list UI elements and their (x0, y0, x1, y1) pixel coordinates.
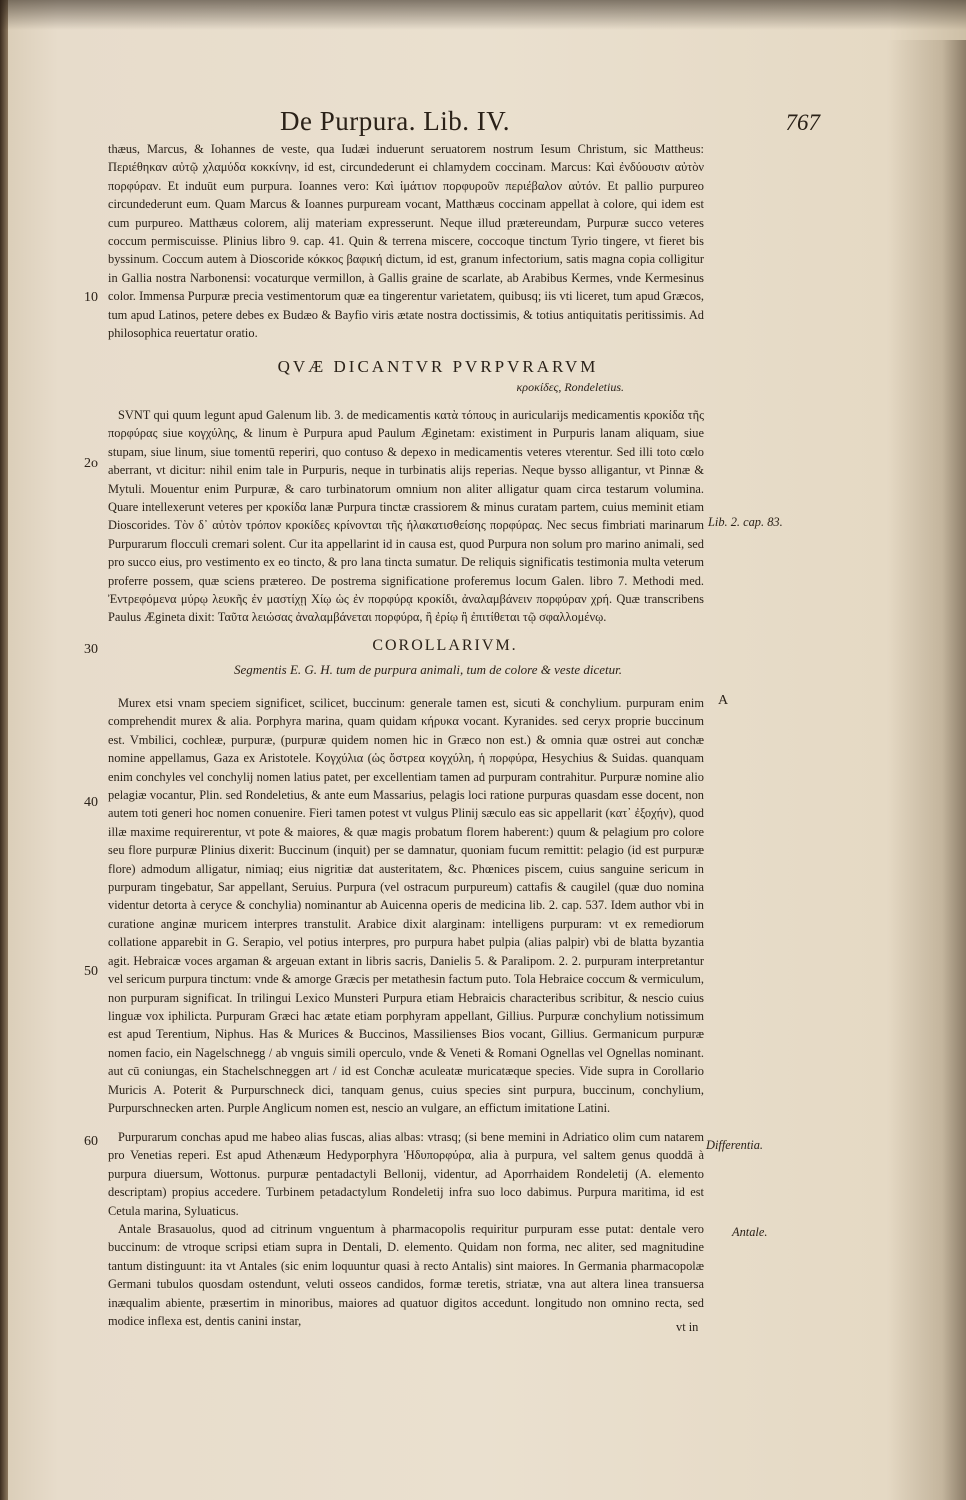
line-number: 40 (84, 795, 98, 810)
margin-note-reference: Lib. 2. cap. 83. (708, 515, 783, 529)
line-number: 2o (84, 456, 98, 471)
section-heading-1: QVÆ DICANTVR PVRPVRARVM (277, 357, 599, 376)
line-number: 30 (84, 642, 98, 657)
paragraph-3 (108, 694, 704, 1118)
page-right-edge-shadow (886, 40, 966, 1500)
margin-note-antale: Antale. (732, 1225, 768, 1239)
line-number: 60 (84, 1134, 98, 1149)
margin-note-differentia: Differentia. (706, 1138, 764, 1152)
page-top-shadow (0, 0, 966, 30)
running-head (280, 104, 820, 144)
paragraph-1-text: thæus, Marcus, & Iohannes de veste, qua Iudæi induerunt seruatorem nostrum Iesum Christum, sic Mattheus: Περιέθηκαν αὐτῷ χλαμύδα κοκκίνην, id est, circundederunt ei chlamydem coccinam. Marcus: Καὶ ἐνδύουσιν αὐτὸν πορφύραν. Et induūt eum purpura. Ioannes vero: Καὶ ἱμάτιον πορφυροῦν περιέβαλον αὐτόν. Et pallio purpureo circundederunt eum. Quam Marcus & Ioannes purpuream vocant, Matthæus coccinam appellat à colore, qui idem est cum purpureo. Matthæus colorem, alij materiam expresserunt. Neque illud prætereundam, Purpuræ succo veteres coccum permiscuisse. Plinius libro 9. cap. 41. Quin & terrena miscere, coccoque tinctum Tyrio tingere, vt fieret bis byssinum. Coccum autem à Dioscoride κόκκος βαφική dictum, id est, granum infectorium, satis magna copia colligitur in Gallia nostra Narbonensi: vocaturque vermillon, à Gallis graine de scarlate, ab Arabibus Kermes, vnde Kermesinus color. Immensa Purpuræ precia vestimentorum quæ ea tingerentur varietatem, quibusq; iis vti liceret, tum apud Græcos, tum apud Latinos, petere debes ex Budæo & Bayfio viris ætate nostra doctissimis, & totius antiquitatis peritissimis. Ad philosophica reuertatur oratio. (108, 142, 704, 341)
section-heading-2: COROLLARIVM. (372, 637, 518, 654)
paragraph-2 (108, 406, 704, 630)
line-number: 50 (84, 964, 98, 979)
section-subheading-2: Segmentis E. G. H. tum de purpura animali, tum de colore & veste dicetur. (233, 662, 622, 677)
line-number: 10 (84, 290, 98, 305)
paragraph-3-text: Murex etsi vnam speciem significet, scilicet, buccinum: generale tamen est, sicuti & conchylium. purpuram enim comprehendit murex & alia. Porphyra marina, quam quidam κήρυκα vocant. Kyranides. sed ceryx proprie buccinum est. Vmbilici, cochleæ, purpuræ, (purpuræ quidem nomen hic in Græco non est.) & omnia quæ ostrei aut conchæ nomine appellamus, Gaza ex Aristotele. Κογχύλια (ὡς ὄστρεα κογχύλη, ἡ πορφύρα, Hesychius & Suidas. quanquam enim conchyles vel conchylij nomen latius patet, per excellentiam tamen ad purpuram contrahitur. Purpuræ nomine alio pelagiæ vocantur, Plin. sed Rondeletius, & ante eum Massarius, pelagis loci ratione purpuras quasdam esse docent, non autem toti generi hoc nomen conuenire. Fieri tamen potest vt vulgus Plinij sæculo eas sic appellarit (κατ᾽ ἐξοχήν), quod illæ maxime requirerentur, vt pote & maiores, & quæ magis probatum florem haberent:) quum & pelagium pro colore seu flore purpuræ Plinius dixerit: Buccinum (inquit) per se damnatur, quoniam fucum remittit: pelagio (id est purpuræ flore) admodum alligatur, nimiaq; eius nigritiæ dat austeritatem, &c. Phœnices piscem, cuius sanguine sericum in purpuram tingebatur, Sar appellant, Seruius. Purpura (vel ostracum purpureum) cattafis & caugilel (quæ duo nomina videntur detorta à ceryce & conchylia) nominantur ab Auicenna operis de medicina lib. 2. cap. 537. Idem author vbi in curatione anginæ muricem interpres transtulit. Arabice dixit alarginam: intelligens purpuram: vt ex remediorum collatione apparebit in G. Serapio, vel potius interpres, pro purpura habet pulpia (alias palpir) vbi de blatta byzantia agit. Hebraicæ voces argaman & argeuan extant in libris sacris, Danielis 5. & Paralipom. 2. 2. purpuram interpretantur vel sericum purpura tinctum: vnde & amorge Græcis per metathesin factum puto. Tola Hebraice coccum & vermiculum, non purpuram significat. In trilingui Lexico Munsteri Purpura etiam Hebraicis characteribus scribitur, & nescio cuius linguæ vox iphilicta. Purpuram Græci hac ætate etiam porphyram appellant, Gillius. Purpuræ conchylium notissimum est apud Terentium, Niphus. Has & Murices & Buccinos, Massilienses Bios vocant, Gillius. Germanicum purpuræ nomen facio, ein Nagelschnegg / ab vnguis simili operculo, vnde & Veneti & Romani Ognellas vel Ognellas nominant. aut cū coniungas, ein Stachelschneggen art / id est Conchæ aculeatæ muricatæque species. Vide supra in Corollario Muricis A. Poterit & Purpurschneck dici, tanquam genus, cuius species sint purpura, buccinum, conchylium, Purpurschnecken arten. Purple Anglicum nomen est, nescio an vulgare, an effictum imitatione Latini. (108, 696, 704, 1115)
margin-note-letter: A (718, 693, 729, 708)
paragraph-4-text: Purpurarum conchas apud me habeo alias fuscas, alias albas: vtrasq; (si bene memini in Adriatico olim cum natarem pro Venetias reperi. Est apud Athenæum Hedyporphyra Ἡδυπορφύρα, alia à purpura, vel saltem genus quoddā à purpura diuersum, Wottonus. purpuræ pentadactyli Bellonij, videntur, ad Aporrhaidem Rondeletij (A. elemento descriptam) propius accedere. Turbinem petadactylum Rondeletij infra suo loco dabimus. Purpura maritima, id est Cetula marina, Syluaticus. (108, 1130, 704, 1218)
paragraph-1 (108, 140, 704, 370)
catchword: vt in (676, 1320, 699, 1334)
paragraph-2-text: SVNT qui quum legunt apud Galenum lib. 3. de medicamentis κατὰ τόπους in auricularijs medicamentis κροκίδα τῆς πορφύρας siue κογχύλης, & linum è Purpura apud Paulum Æginetam: existiment in Purpuris lanam aliquam, siue stupam, siue linum, siue tomentū reperiri, quo contuso & depexo in medicamentis veteres vterentur. Sed illi toto cœlo aberrant, vt dicitur: nihil enim tale in Purpuris, neque in turbinatis alijs reperias. Neque bysso alligantur, vt Pinnæ & Mytuli. Mouentur enim Purpuræ, & caro turbinatorum omnium non aliter alligatur quam circa testarum volumina. Quare intellexerunt veteres per κροκίδα lanæ Purpura tinctæ crassiorem & minus curatam partem, cuius meminit etiam Dioscorides. Τὸν δ᾽ αὐτὸν τρόπον κροκίδες κρίνονται τῆς ἡλακατισθείσης πορφύρας. Nec secus fimbriati marinarum Purpurarum flocculi cremari solent. Cur ita appellarint id in causa est, quod Purpura non solum pro marino animali, sed pro succo eius, pro vestimento ex eo tincto, & pro lana tincta sumatur. De reliquis significatis testimonia multa veterum proferre possem, quæ sciens prætereo. De postrema significatione proferemus locum Galen. libro 7. Methodi med. Ἐντρεφόμενα μύρῳ λευκῆς ἐν μαστίχῃ Χίῳ ὡς ἐν πορφύρᾳ κροκίδι, ἀναλαμβάνειν πορφύραν χρή. Quæ transcribens Paulus Ægineta dixit: Ταῦτα λειώσας ἀναλαμβάνεται πορφύρα, ἢ ἐρίῳ ἢ ἐπιτίθεται τῷ σφαλλομένῳ. (108, 408, 704, 625)
paragraph-5 (108, 1220, 704, 1340)
page-number: 767 (785, 110, 820, 135)
paragraph-5-text: Antale Brasauolus, quod ad citrinum vnguentum à pharmacopolis requiritur purpuram esse putat: dentale vero buccinum: de vtroque scripsi etiam supra in Dentali, D. elemento. Quidam non forma, nec aliter, sed magnitudine tantum distinguunt: ita vt Antales (sic enim loquuntur quasi à recto Antalis) sint maiores. In Germania pharmacopolæ Germani tubulos quosdam ostendunt, veluti osseos candidos, formæ teretis, striatæ, vna aut altera linea transuersa inæqualim abiente, præsertim in minoribus, maiores ad quatuor digitos accedunt. longitudo non omnino recta, sed modice inflexa est, dentis canini instar, (108, 1222, 704, 1329)
book-binding-edge (0, 0, 8, 1500)
section-subheading-1: κροκίδες, Rondeletius. (516, 380, 624, 394)
running-title: De Purpura. Lib. IV. (280, 106, 510, 136)
